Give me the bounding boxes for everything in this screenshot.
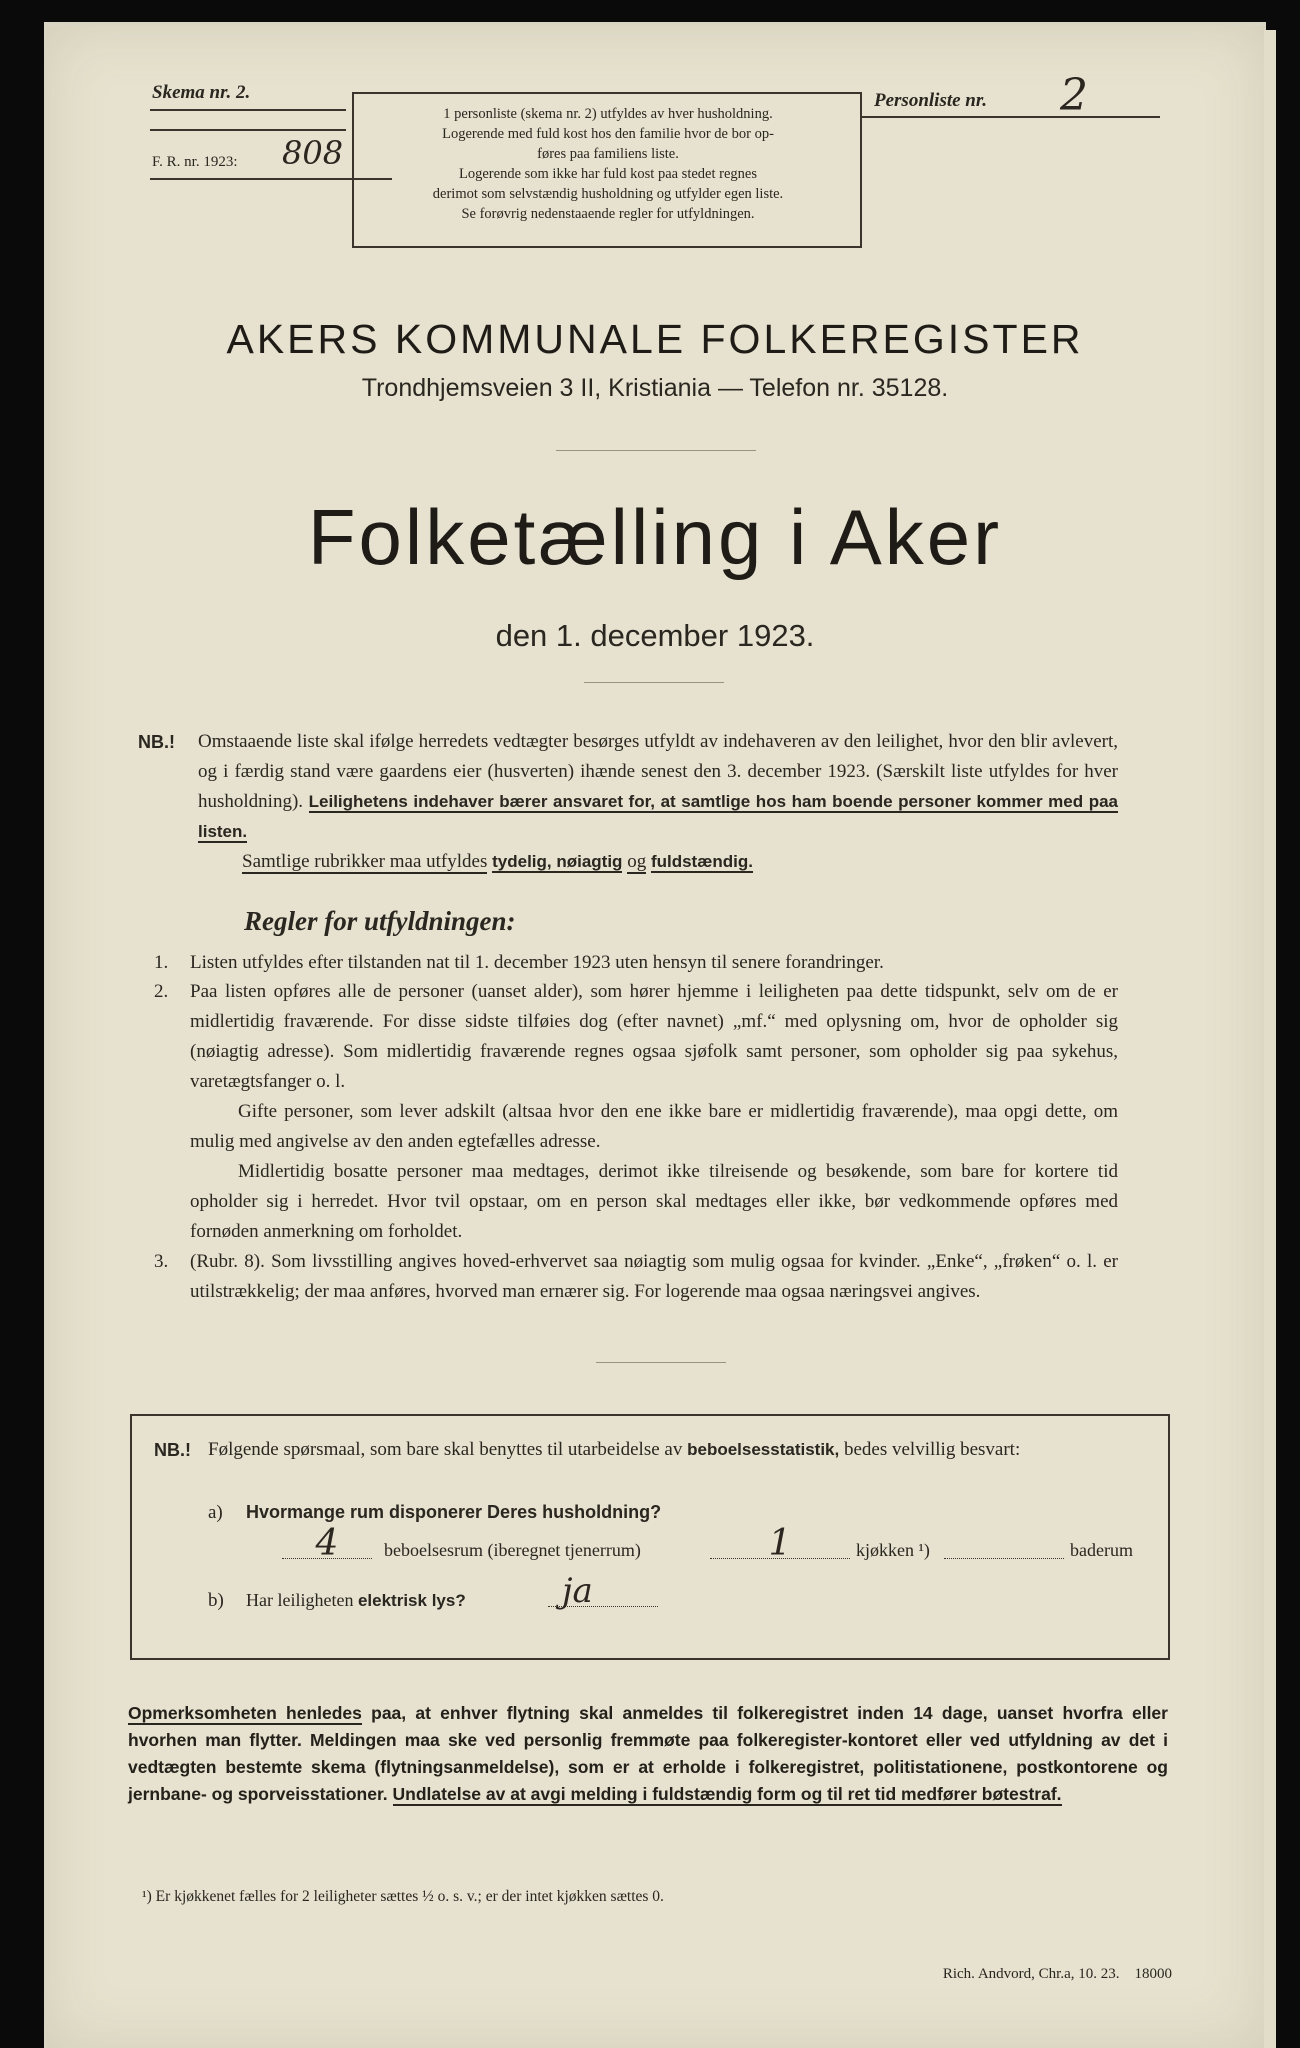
nb1-text: Omstaaende liste skal ifølge herredets vedtægter besørges utfyldt av indehaveren av den leilighet, hvor den blir avlevert, og i færdig stand være gaardens eier (husverten) ihænde senest den 3. december 1923. (Særskilt liste utfyldes for hver husholdning). Leilighetens indehaver bærer ansvaret for, at samtlige hos ham boende personer kommer med paa listen.	[198, 731, 1119, 841]
question-a: Hvormange rum disponerer Deres husholdning?	[246, 1502, 662, 1522]
personliste-number[interactable]: 2	[1060, 70, 1088, 121]
fr-label: F. R. nr. 1923:	[152, 154, 238, 170]
census-date: den 1. december 1923.	[495, 618, 815, 653]
rule-2: Paa listen opføres alle de personer (uanset alder), som hører hjemme i leiligheten paa dette tidspunkt, selv om de er midlertidig fraværende. For disse sidste tilføies dog (efter navnet) „mf.“ med oplysning om, hvor de opholder sig (nøiagtig adresse). Som midlertidig fraværende regnes ogsaa sjøfolk samt personer, som opholder sig paa sykehus, varetægtsfanger o. l.	[190, 981, 1118, 1092]
fr-number[interactable]: 808	[282, 134, 344, 172]
instruction-line: 1 personliste (skema nr. 2) utfyldes av hver husholdning.	[443, 106, 773, 122]
census-form	[46, 26, 1264, 2048]
instruction-line: Logerende med fuld kost hos den familie hvor de bor op-	[442, 126, 774, 142]
rules-heading: Regler for utfyldningen:	[244, 906, 516, 936]
footnote: ¹) Er kjøkkenet fælles for 2 leiligheter sættes ½ o. s. v.; er der intet kjøkken sættes 0.	[142, 1888, 664, 1905]
org-title: AKERS KOMMUNALE FOLKEREGISTER	[226, 316, 1084, 362]
org-address: Trondhjemsveien 3 II, Kristiania — Telefon nr. 35128.	[361, 374, 949, 402]
rule2-num: 2.	[154, 981, 169, 1002]
instruction-box	[352, 92, 862, 248]
nb2-label: NB.!	[154, 1440, 191, 1460]
personliste-label: Personliste nr.	[874, 90, 987, 111]
rule1-num: 1.	[154, 952, 169, 973]
bath-label: baderum	[1070, 1540, 1133, 1560]
main-title: Folketælling i Aker	[307, 493, 1003, 581]
nb1-line2: Samtlige rubrikker maa utfyldes tydelig, nøiagtig og fuldstændig.	[242, 851, 753, 872]
qb-letter: b)	[208, 1590, 224, 1611]
printer-mark: Rich. Andvord, Chr.a, 10. 23. 18000	[942, 1966, 1172, 1982]
moving-notice: Opmerksomheten henledes paa, at enhver flytning skal anmeldes til folkeregistret inden 14 dage, uanset hvorfra eller hvorhen man flytter. Meldingen maa ske ved personlig fremmøte paa folkeregister-kontoret eller ved utfyldning av det i vedtægten bestemte skema (flytningsanmeldelse), som er at erholde i folkeregistret, politistationene, postkontorene og jernbane- og sporveisstationer. Undlatelse av at avgi melding i fuldstændig form og til ret tid medfører bøtestraf.	[128, 1703, 1168, 1804]
rooms-label: beboelsesrum (iberegnet tjenerrum)	[384, 1540, 641, 1560]
rule-2c: Midlertidig bosatte personer maa medtages, derimot ikke tilreisende og besøkende, som bare for kortere tid opholder sig i herredet. Hvor tvil opstaar, om en person skal medtages eller ikke, bør vedkommende opføres med fornøden anmerkning om forholdet.	[190, 1161, 1118, 1242]
bath-field[interactable]	[944, 1528, 1064, 1559]
rooms-field[interactable]: 4	[282, 1528, 372, 1559]
instruction-line: derimot som selvstændig husholdning og utfylder egen liste.	[432, 186, 784, 202]
skema-label: Skema nr. 2.	[152, 82, 251, 103]
qa-letter: a)	[208, 1502, 223, 1523]
rule-1: Listen utfyldes efter tilstanden nat til 1. december 1923 uten hensyn til senere forandringer.	[190, 952, 884, 973]
rule-3: (Rubr. 8). Som livsstilling angives hoved-erhvervet saa nøiagtig som mulig ogsaa for kvinder. „Enke“, „frøken“ o. l. er utilstrækkelig; der maa anføres, hvorved man ernærer sig. For logerende maa ogsaa næringsvei angives.	[190, 1251, 1118, 1302]
kitchen-label: kjøkken ¹)	[856, 1540, 930, 1560]
kitchen-field[interactable]: 1	[710, 1528, 850, 1559]
rule3-num: 3.	[154, 1251, 169, 1272]
rule-2b: Gifte personer, som lever adskilt (altsaa hvor den ene ikke bare er midlertidig fraværende), maa opgi dette, om mulig med angivelse av den anden egtefælles adresse.	[190, 1101, 1118, 1152]
nb2-intro: Følgende spørsmaal, som bare skal benyttes til utarbeidelse av beboelsesstatistik, bedes velvillig besvart:	[208, 1439, 1021, 1460]
nb1-label: NB.!	[138, 732, 175, 752]
question-b: Har leiligheten elektrisk lys?	[246, 1590, 466, 1610]
electric-field[interactable]: ja	[548, 1576, 658, 1607]
instruction-line: Logerende som ikke har fuld kost paa stedet regnes	[459, 166, 757, 182]
instruction-line: Se forøvrig nedenstaaende regler for utfyldningen.	[461, 206, 755, 222]
housing-questions-box	[130, 1414, 1170, 1660]
instruction-line: føres paa familiens liste.	[537, 146, 679, 162]
